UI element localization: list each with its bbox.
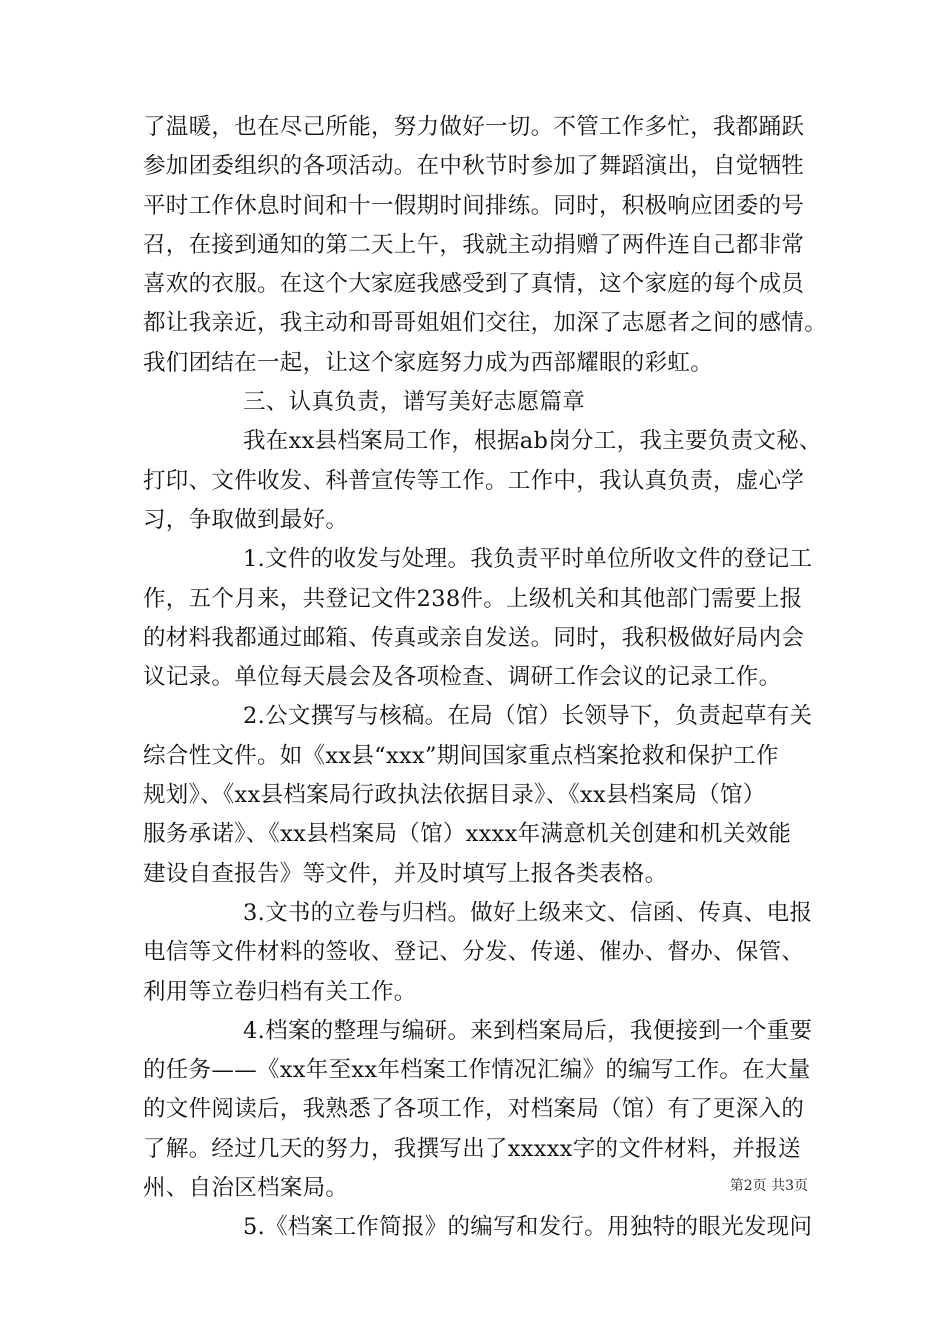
document-body	[143, 108, 828, 1248]
body-line: 规划》、《xx县档案局行政执法依据目录》、《xx县档案局（馆）	[143, 782, 766, 809]
page-number-footer: 第2页 共3页	[729, 1178, 808, 1194]
section-heading: 三、认真负责，谱写美好志愿篇章	[243, 389, 586, 416]
body-line: 的材料我都通过邮箱、传真或亲自发送。同时，我积极做好局内会	[143, 624, 805, 651]
body-line: 服务承诺》、《xx县档案局（馆）xxxx年满意机关创建和机关效能	[143, 821, 792, 848]
body-line: 州、自治区档案局。	[143, 1175, 349, 1202]
body-line: 综合性文件。如《xx县“xxx”期间国家重点档案抢救和保护工作	[143, 742, 779, 769]
body-line: 喜欢的衣服。在这个大家庭我感受到了真情，这个家庭的每个成员	[143, 271, 805, 298]
body-line: 的任务——《xx年至xx年档案工作情况汇编》的编写工作。在大量	[143, 1057, 811, 1084]
body-line: 利用等立卷归档有关工作。	[143, 978, 417, 1005]
body-line: 打印、文件收发、科普宣传等工作。工作中，我认真负责，虚心学	[143, 467, 805, 494]
list-item-heading: 3.文书的立卷与归档。做好上级来文、信函、传真、电报	[243, 899, 813, 926]
body-line: 习，争取做到最好。	[143, 506, 349, 533]
body-line: 召，在接到通知的第二天上午，我就主动捐赠了两件连自己都非常	[143, 231, 805, 258]
body-line: 都让我亲近，我主动和哥哥姐姐们交往，加深了志愿者之间的感情。	[143, 310, 828, 337]
body-line: 的文件阅读后，我熟悉了各项工作，对档案局（馆）有了更深入的	[143, 1096, 805, 1123]
body-line: 参加团委组织的各项活动。在中秋节时参加了舞蹈演出，自觉牺牲	[143, 153, 805, 180]
body-line: 电信等文件材料的签收、登记、分发、传递、催办、督办、保管、	[143, 939, 805, 966]
list-item-heading: 1.文件的收发与处理。我负责平时单位所收文件的登记工	[243, 546, 813, 573]
body-line: 平时工作休息时间和十一假期时间排练。同时，积极响应团委的号	[143, 192, 805, 219]
list-item-heading: 4.档案的整理与编研。来到档案局后，我便接到一个重要	[243, 1017, 813, 1044]
body-line: 了温暖，也在尽己所能，努力做好一切。不管工作多忙，我都踊跃	[143, 114, 805, 140]
body-line: 我们团结在一起，让这个家庭努力成为西部耀眼的彩虹。	[143, 349, 714, 376]
body-line: 了解。经过几天的努力，我撰写出了xxxxx字的文件材料，并报送	[143, 1135, 801, 1162]
body-line: 建设自查报告》等文件，并及时填写上报各类表格。	[143, 860, 668, 887]
body-line: 议记录。单位每天晨会及各项检查、调研工作会议的记录工作。	[143, 664, 782, 691]
list-item-heading: 2.公文撰写与核稿。在局（馆）长领导下，负责起草有关	[243, 703, 813, 730]
list-item-heading: 5.《档案工作简报》的编写和发行。用独特的眼光发现问	[243, 1214, 813, 1241]
body-line: 作，五个月来，共登记文件238件。上级机关和其他部门需要上报	[143, 585, 803, 612]
body-line: 我在xx县档案局工作，根据ab岗分工，我主要负责文秘、	[243, 428, 822, 455]
